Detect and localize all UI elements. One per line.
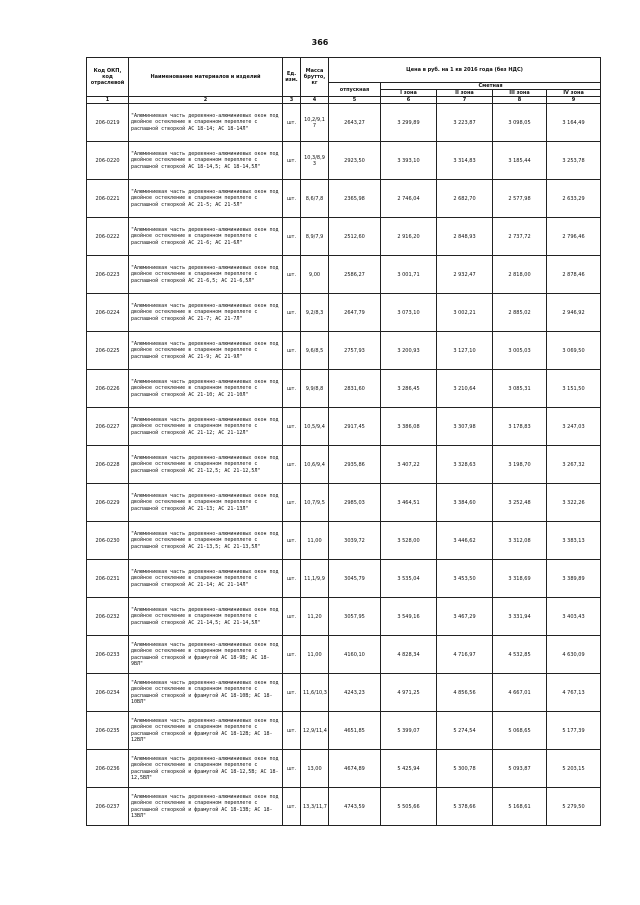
- product-name: "Алюминиевая часть деревянно-алюминиевых окон под двойное остекление в спаренном переплете с распашной створкой АС 21-6; АС 21-6Л": [129, 218, 283, 256]
- product-code: 206-0224: [87, 294, 129, 332]
- product-code: 206-0234: [87, 674, 129, 712]
- zone-2-price: 3 446,62: [437, 522, 493, 560]
- table-row: [87, 218, 601, 256]
- zone-1-price: 5 399,07: [381, 712, 437, 750]
- product-code: 206-0229: [87, 484, 129, 522]
- mass-cell: 8,6/7,8: [301, 180, 329, 218]
- zone-2-price: 5 300,78: [437, 750, 493, 788]
- header-zone-3: III зона: [493, 90, 547, 97]
- unit-cell: шт.: [283, 674, 301, 712]
- table-row: [87, 104, 601, 142]
- unit-cell: шт.: [283, 218, 301, 256]
- product-code: 206-0225: [87, 332, 129, 370]
- mass-cell: 9,00: [301, 256, 329, 294]
- unit-cell: шт.: [283, 408, 301, 446]
- unit-cell: шт.: [283, 332, 301, 370]
- mass-cell: 11,6/10,3: [301, 674, 329, 712]
- table-row: [87, 484, 601, 522]
- unit-cell: шт.: [283, 750, 301, 788]
- table-row: [87, 370, 601, 408]
- product-code: 206-0219: [87, 104, 129, 142]
- zone-4-price: 3 253,78: [547, 142, 601, 180]
- zone-4-price: 3 164,49: [547, 104, 601, 142]
- zone-1-price: 3 535,04: [381, 560, 437, 598]
- zone-4-price: 2 878,46: [547, 256, 601, 294]
- col-number: 9: [547, 97, 601, 104]
- product-code: 206-0221: [87, 180, 129, 218]
- header-zone-4: IV зона: [547, 90, 601, 97]
- product-name: "Алюминиевая часть деревянно-алюминиевых окон под двойное остекление в спаренном переплете с распашной створкой АС 21-12; АС 21-12Л": [129, 408, 283, 446]
- release-price: 2985,03: [329, 484, 381, 522]
- col-number: 5: [329, 97, 381, 104]
- zone-1-price: 3 393,10: [381, 142, 437, 180]
- zone-3-price: 4 667,01: [493, 674, 547, 712]
- product-code: 206-0235: [87, 712, 129, 750]
- zone-2-price: 3 002,21: [437, 294, 493, 332]
- product-name: "Алюминиевая часть деревянно-алюминиевых окон под двойное остекление в спаренном переплете с распашной створкой АС 21-9; АС 21-9Л": [129, 332, 283, 370]
- zone-3-price: 5 093,87: [493, 750, 547, 788]
- release-price: 4243,23: [329, 674, 381, 712]
- table-row: [87, 294, 601, 332]
- zone-4-price: 3 069,50: [547, 332, 601, 370]
- product-name: "Алюминиевая часть деревянно-алюминиевых окон под двойное остекление в спаренном переплете с распашной створкой и фрамугой АС 18-13В; АС 18-13ВЛ": [129, 788, 283, 826]
- zone-2-price: 4 716,97: [437, 636, 493, 674]
- product-name: "Алюминиевая часть деревянно-алюминиевых окон под двойное остекление в спаренном переплете с распашной створкой АС 21-10; АС 21-10Л": [129, 370, 283, 408]
- zone-3-price: 3 331,94: [493, 598, 547, 636]
- table-row: [87, 712, 601, 750]
- product-name: "Алюминиевая часть деревянно-алюминиевых окон под двойное остекление в спаренном переплете с распашной створкой АС 21-14,5; АС 21-14,5Л": [129, 598, 283, 636]
- zone-3-price: 2 737,72: [493, 218, 547, 256]
- product-code: 206-0227: [87, 408, 129, 446]
- header-mass: Масса брутто, кг: [301, 58, 329, 97]
- release-price: 2512,60: [329, 218, 381, 256]
- mass-cell: 10,6/9,4: [301, 446, 329, 484]
- zone-1-price: 3 528,00: [381, 522, 437, 560]
- header-zone-1: I зона: [381, 90, 437, 97]
- release-price: 3057,95: [329, 598, 381, 636]
- product-code: 206-0223: [87, 256, 129, 294]
- zone-2-price: 5 274,54: [437, 712, 493, 750]
- zone-2-price: 5 378,66: [437, 788, 493, 826]
- header-code: Код ОКП, код отраслевой: [87, 58, 129, 97]
- unit-cell: шт.: [283, 104, 301, 142]
- release-price: 2935,86: [329, 446, 381, 484]
- page-number: 366: [311, 38, 329, 47]
- zone-1-price: 3 464,51: [381, 484, 437, 522]
- unit-cell: шт.: [283, 142, 301, 180]
- zone-3-price: 2 885,02: [493, 294, 547, 332]
- zone-1-price: 3 386,08: [381, 408, 437, 446]
- product-name: "Алюминиевая часть деревянно-алюминиевых окон под двойное остекление в спаренном переплете с распашной створкой АС 21-6,5; АС 21-6,5Л": [129, 256, 283, 294]
- zone-4-price: 5 279,50: [547, 788, 601, 826]
- header-zone-2: II зона: [437, 90, 493, 97]
- table-row: [87, 256, 601, 294]
- product-name: "Алюминиевая часть деревянно-алюминиевых окон под двойное остекление в спаренном переплете с распашной створкой АС 21-12,5; АС 21-12,5Л": [129, 446, 283, 484]
- release-price: 2757,93: [329, 332, 381, 370]
- product-name: "Алюминиевая часть деревянно-алюминиевых окон под двойное остекление в спаренном переплете с распашной створкой и фрамугой АС 18-12В; АС 18-12ВЛ": [129, 712, 283, 750]
- mass-cell: 13,3/11,7: [301, 788, 329, 826]
- zone-2-price: 3 384,60: [437, 484, 493, 522]
- release-price: 2917,45: [329, 408, 381, 446]
- product-name: "Алюминиевая часть деревянно-алюминиевых окон под двойное остекление в спаренном переплете с распашной створкой и фрамугой АС 18-9В; АС 18-9ВЛ": [129, 636, 283, 674]
- zone-4-price: 2 796,46: [547, 218, 601, 256]
- table-row: [87, 522, 601, 560]
- zone-4-price: 2 633,29: [547, 180, 601, 218]
- unit-cell: шт.: [283, 446, 301, 484]
- zone-1-price: 3 001,71: [381, 256, 437, 294]
- zone-2-price: 3 210,64: [437, 370, 493, 408]
- zone-1-price: 2 746,04: [381, 180, 437, 218]
- header-release-price: отпускная: [329, 83, 381, 97]
- mass-cell: 11,00: [301, 636, 329, 674]
- zone-1-price: 5 505,66: [381, 788, 437, 826]
- zone-4-price: 4 630,09: [547, 636, 601, 674]
- zone-4-price: 3 267,32: [547, 446, 601, 484]
- header-unit: Ед. изм.: [283, 58, 301, 97]
- product-name: "Алюминиевая часть деревянно-алюминиевых окон под двойное остекление в спаренном переплете с распашной створкой АС 21-14; АС 21-14Л": [129, 560, 283, 598]
- release-price: 3039,72: [329, 522, 381, 560]
- zone-1-price: 3 549,16: [381, 598, 437, 636]
- unit-cell: шт.: [283, 560, 301, 598]
- zone-1-price: 3 407,22: [381, 446, 437, 484]
- unit-cell: шт.: [283, 484, 301, 522]
- table-row: [87, 180, 601, 218]
- product-code: 206-0228: [87, 446, 129, 484]
- zone-1-price: 4 828,34: [381, 636, 437, 674]
- zone-4-price: 3 383,13: [547, 522, 601, 560]
- zone-4-price: 3 247,03: [547, 408, 601, 446]
- table-row: [87, 446, 601, 484]
- table-row: [87, 750, 601, 788]
- unit-cell: шт.: [283, 256, 301, 294]
- zone-3-price: 3 178,83: [493, 408, 547, 446]
- zone-2-price: 2 682,70: [437, 180, 493, 218]
- zone-2-price: 3 314,83: [437, 142, 493, 180]
- zone-1-price: 2 916,20: [381, 218, 437, 256]
- product-name: "Алюминиевая часть деревянно-алюминиевых окон под двойное остекление в спаренном переплете с распашной створкой АС 21-7; АС 21-7Л": [129, 294, 283, 332]
- product-name: "Алюминиевая часть деревянно-алюминиевых окон под двойное остекление в спаренном переплете с распашной створкой АС 21-5; АС 21-5Л": [129, 180, 283, 218]
- mass-cell: 12,9/11,4: [301, 712, 329, 750]
- zone-2-price: 3 328,63: [437, 446, 493, 484]
- mass-cell: 9,9/8,8: [301, 370, 329, 408]
- product-name: "Алюминиевая часть деревянно-алюминиевых окон под двойное остекление в спаренном переплете с распашной створкой АС 18-14,5; АС 18-14,5Л": [129, 142, 283, 180]
- mass-cell: 13,00: [301, 750, 329, 788]
- unit-cell: шт.: [283, 294, 301, 332]
- unit-cell: шт.: [283, 712, 301, 750]
- zone-2-price: 2 932,47: [437, 256, 493, 294]
- zone-2-price: 3 127,10: [437, 332, 493, 370]
- unit-cell: шт.: [283, 370, 301, 408]
- zone-4-price: 5 203,15: [547, 750, 601, 788]
- mass-cell: 11,00: [301, 522, 329, 560]
- zone-2-price: 3 467,29: [437, 598, 493, 636]
- zone-1-price: 3 200,93: [381, 332, 437, 370]
- product-code: 206-0226: [87, 370, 129, 408]
- mass-cell: 8,9/7,9: [301, 218, 329, 256]
- release-price: 4674,89: [329, 750, 381, 788]
- zone-1-price: 3 299,89: [381, 104, 437, 142]
- table-row: [87, 636, 601, 674]
- release-price: 2831,60: [329, 370, 381, 408]
- unit-cell: шт.: [283, 180, 301, 218]
- unit-cell: шт.: [283, 522, 301, 560]
- zone-3-price: 3 098,05: [493, 104, 547, 142]
- zone-1-price: 3 286,45: [381, 370, 437, 408]
- table-row: [87, 674, 601, 712]
- product-code: 206-0233: [87, 636, 129, 674]
- zone-2-price: 3 307,98: [437, 408, 493, 446]
- header-name: Наименование материалов и изделий: [129, 58, 283, 97]
- zone-3-price: 2 818,00: [493, 256, 547, 294]
- mass-cell: 9,6/8,5: [301, 332, 329, 370]
- zone-2-price: 3 223,87: [437, 104, 493, 142]
- table-body: [87, 104, 601, 826]
- mass-cell: 10,7/9,5: [301, 484, 329, 522]
- table-row: [87, 560, 601, 598]
- col-number: 6: [381, 97, 437, 104]
- table-row: [87, 408, 601, 446]
- table-row: [87, 788, 601, 826]
- release-price: 4160,10: [329, 636, 381, 674]
- product-name: "Алюминиевая часть деревянно-алюминиевых окон под двойное остекление в спаренном переплете с распашной створкой АС 21-13,5; АС 21-13,5Л": [129, 522, 283, 560]
- mass-cell: 11,20: [301, 598, 329, 636]
- release-price: 4743,59: [329, 788, 381, 826]
- product-name: "Алюминиевая часть деревянно-алюминиевых окон под двойное остекление в спаренном переплете с распашной створкой АС 18-14; АС 18-14Л": [129, 104, 283, 142]
- product-code: 206-0222: [87, 218, 129, 256]
- zone-3-price: 3 318,69: [493, 560, 547, 598]
- mass-cell: 11,1/9,9: [301, 560, 329, 598]
- product-code: 206-0232: [87, 598, 129, 636]
- release-price: 2365,98: [329, 180, 381, 218]
- header-price-group: Цена в руб. на 1 кв 2016 года (без НДС): [329, 58, 601, 83]
- product-code: 206-0237: [87, 788, 129, 826]
- header-estimate: Сметная: [381, 83, 601, 90]
- table-row: [87, 598, 601, 636]
- release-price: 2923,50: [329, 142, 381, 180]
- col-number: 4: [301, 97, 329, 104]
- zone-4-price: 3 389,89: [547, 560, 601, 598]
- zone-1-price: 5 425,94: [381, 750, 437, 788]
- zone-3-price: 3 198,70: [493, 446, 547, 484]
- col-number: 2: [129, 97, 283, 104]
- zone-4-price: 5 177,39: [547, 712, 601, 750]
- table-row: [87, 332, 601, 370]
- zone-3-price: 2 577,98: [493, 180, 547, 218]
- zone-3-price: 4 532,85: [493, 636, 547, 674]
- product-code: 206-0231: [87, 560, 129, 598]
- mass-cell: 9,2/8,3: [301, 294, 329, 332]
- release-price: 2643,27: [329, 104, 381, 142]
- zone-1-price: 3 073,10: [381, 294, 437, 332]
- table-row: [87, 142, 601, 180]
- product-name: "Алюминиевая часть деревянно-алюминиевых окон под двойное остекление в спаренном переплете с распашной створкой и фрамугой АС 18-10В; АС 18-10ВЛ": [129, 674, 283, 712]
- zone-3-price: 3 252,48: [493, 484, 547, 522]
- zone-2-price: 3 453,50: [437, 560, 493, 598]
- release-price: 4651,85: [329, 712, 381, 750]
- zone-4-price: 2 946,92: [547, 294, 601, 332]
- product-code: 206-0236: [87, 750, 129, 788]
- product-code: 206-0230: [87, 522, 129, 560]
- zone-4-price: 3 322,26: [547, 484, 601, 522]
- release-price: 2586,27: [329, 256, 381, 294]
- mass-cell: 10,3/8,9 3: [301, 142, 329, 180]
- mass-cell: 10,2/9,1 7: [301, 104, 329, 142]
- zone-4-price: 3 151,50: [547, 370, 601, 408]
- product-name: "Алюминиевая часть деревянно-алюминиевых окон под двойное остекление в спаренном переплете с распашной створкой АС 21-13; АС 21-13Л": [129, 484, 283, 522]
- product-code: 206-0220: [87, 142, 129, 180]
- zone-4-price: 3 403,43: [547, 598, 601, 636]
- zone-3-price: 5 068,65: [493, 712, 547, 750]
- zone-3-price: 3 312,08: [493, 522, 547, 560]
- col-number: 3: [283, 97, 301, 104]
- zone-1-price: 4 971,25: [381, 674, 437, 712]
- col-number: 7: [437, 97, 493, 104]
- zone-2-price: 4 856,56: [437, 674, 493, 712]
- zone-2-price: 2 848,93: [437, 218, 493, 256]
- release-price: 2647,79: [329, 294, 381, 332]
- unit-cell: шт.: [283, 636, 301, 674]
- mass-cell: 10,5/9,4: [301, 408, 329, 446]
- zone-3-price: 5 168,61: [493, 788, 547, 826]
- unit-cell: шт.: [283, 598, 301, 636]
- product-name: "Алюминиевая часть деревянно-алюминиевых окон под двойное остекление в спаренном переплете с распашной створкой и фрамугой АС 18-12,5В; АС 18-12,5ВЛ": [129, 750, 283, 788]
- zone-3-price: 3 085,31: [493, 370, 547, 408]
- unit-cell: шт.: [283, 788, 301, 826]
- release-price: 3045,79: [329, 560, 381, 598]
- col-number: 8: [493, 97, 547, 104]
- col-number: 1: [87, 97, 129, 104]
- price-table: [86, 57, 601, 826]
- zone-3-price: 3 005,03: [493, 332, 547, 370]
- zone-3-price: 3 185,44: [493, 142, 547, 180]
- zone-4-price: 4 767,13: [547, 674, 601, 712]
